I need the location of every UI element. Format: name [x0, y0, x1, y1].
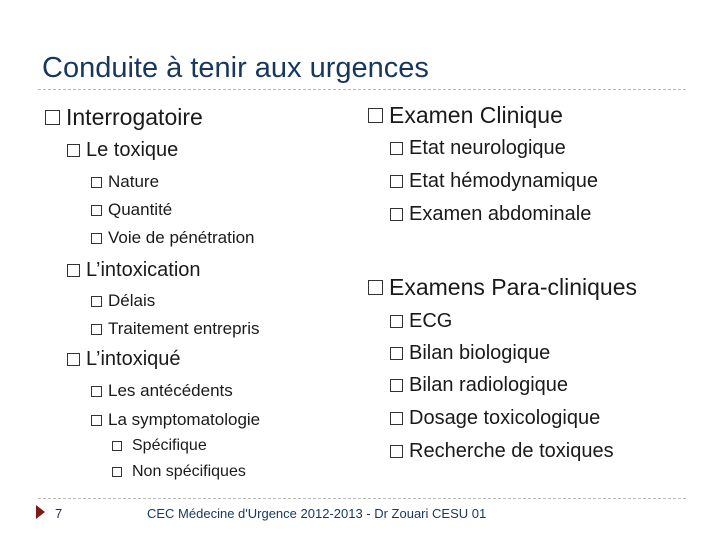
- page-number: 7: [55, 506, 63, 521]
- bullet-text: Bilan biologique: [409, 342, 551, 364]
- checkbox-bullet-icon: [390, 412, 403, 425]
- checkbox-bullet-icon: [91, 233, 102, 244]
- checkbox-bullet-icon: [368, 280, 383, 295]
- checkbox-bullet-icon: [91, 296, 102, 307]
- bullet-etat-neurologique: [390, 137, 566, 160]
- checkbox-bullet-icon: [390, 347, 403, 360]
- checkbox-bullet-icon: [91, 415, 102, 426]
- checkbox-bullet-icon: [91, 177, 102, 188]
- bullet-text: L’intoxication: [86, 259, 201, 281]
- checkbox-bullet-icon: [67, 264, 80, 277]
- checkbox-bullet-icon: [390, 445, 403, 458]
- bullet-examens-para-cliniques: [368, 274, 637, 301]
- checkbox-bullet-icon: [112, 467, 122, 477]
- bullet-text: Quantité: [108, 200, 173, 219]
- checkbox-bullet-icon: [67, 353, 80, 366]
- checkbox-bullet-icon: [45, 110, 60, 125]
- bullet-examen-clinique: [368, 102, 563, 129]
- footer-divider: [38, 498, 686, 499]
- bullet-text: Nature: [108, 172, 160, 191]
- bullet-text: ECG: [409, 310, 453, 332]
- bullet-examen-abdominale: [390, 203, 591, 226]
- checkbox-bullet-icon: [67, 144, 80, 157]
- checkbox-bullet-icon: [390, 379, 403, 392]
- bullet-etat-hemodynamique: [390, 170, 598, 193]
- bullet-text: Examen Clinique: [389, 102, 563, 128]
- bullet-text: L’intoxiqué: [86, 348, 181, 370]
- bullet-text: Le toxique: [86, 139, 179, 161]
- bullet-nature: [91, 172, 159, 192]
- bullet-text: Examens Para-cliniques: [389, 274, 638, 300]
- bullet-text: La symptomatologie: [108, 410, 261, 429]
- bullet-text: Non spécifiques: [132, 463, 246, 480]
- bullet-text: Voie de pénétration: [108, 228, 255, 247]
- checkbox-bullet-icon: [390, 208, 403, 221]
- bullet-text: Dosage toxicologique: [409, 407, 601, 429]
- bullet-text: Examen abdominale: [409, 203, 592, 225]
- footer-arrow-icon: [36, 505, 45, 519]
- bullet-text: Spécifique: [132, 437, 207, 454]
- bullet-text: Traitement entrepris: [108, 319, 260, 338]
- title-divider: [38, 89, 686, 90]
- checkbox-bullet-icon: [112, 441, 122, 451]
- bullet-traitement: [91, 319, 259, 339]
- bullet-non-specifiques: [112, 463, 246, 481]
- bullet-symptomatologie: [91, 410, 260, 430]
- bullet-specifique: [112, 437, 207, 455]
- bullet-recherche-de-toxiques: [390, 440, 614, 463]
- bullet-text: Délais: [108, 291, 156, 310]
- bullet-toxique: [67, 139, 178, 162]
- bullet-text: Recherche de toxiques: [409, 440, 614, 462]
- checkbox-bullet-icon: [91, 324, 102, 335]
- bullet-dosage-toxicologique: [390, 407, 600, 430]
- bullet-bilan-biologique: [390, 342, 550, 365]
- bullet-text: Bilan radiologique: [409, 374, 569, 396]
- checkbox-bullet-icon: [368, 108, 383, 123]
- checkbox-bullet-icon: [91, 386, 102, 397]
- bullet-text: Interrogatoire: [66, 104, 203, 130]
- bullet-interrogatoire: [45, 104, 203, 131]
- bullet-antecedents: [91, 381, 233, 401]
- bullet-text: Etat hémodynamique: [409, 170, 599, 192]
- slide-title: Conduite à tenir aux urgences: [42, 52, 429, 84]
- checkbox-bullet-icon: [91, 205, 102, 216]
- bullet-text: Etat neurologique: [409, 137, 566, 159]
- bullet-text: Les antécédents: [108, 381, 233, 400]
- bullet-ecg: [390, 310, 452, 333]
- checkbox-bullet-icon: [390, 315, 403, 328]
- bullet-intoxique: [67, 348, 181, 371]
- checkbox-bullet-icon: [390, 175, 403, 188]
- bullet-delais: [91, 291, 155, 311]
- checkbox-bullet-icon: [390, 142, 403, 155]
- bullet-voie: [91, 228, 255, 248]
- bullet-intoxication: [67, 259, 201, 282]
- footer-text: CEC Médecine d'Urgence 2012-2013 - Dr Zouari CESU 01: [147, 506, 487, 521]
- bullet-bilan-radiologique: [390, 374, 568, 397]
- bullet-quantite: [91, 200, 172, 220]
